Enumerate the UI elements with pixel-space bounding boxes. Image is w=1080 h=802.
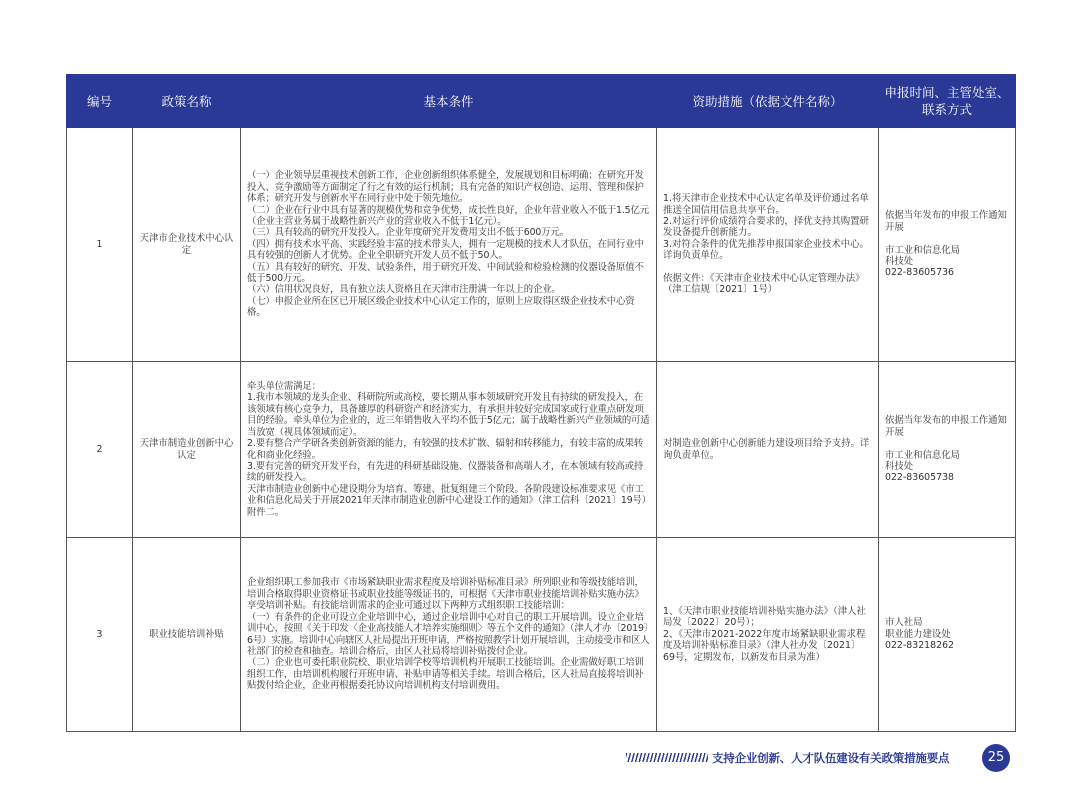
row-contact: 市人社局 职业能力建设处 022-83218262: [879, 538, 1016, 732]
header-support: 资助措施（依据文件名称）: [657, 75, 879, 128]
row-number: 1: [67, 128, 133, 362]
row-conditions: 企业组织职工参加我市《市场紧缺职业需求程度及培训补贴标准目录》所列职业和等级技能培训，培训合格取得职业资格证书或职业技能等级证书的，可根据《天津市职业技能培训补贴实施办法》享受培训补贴。有技能培训需求的企业可通过以下两种方式组织职工技能培训： （一）有条件的企业可设立企业培训中心，通过企业培训中心对自己的职工开展培训。设立企业培训中心，按照《关于印发〈企业高技能人才培养实施细则〉等五个文件的通知》（津人才办〔2019〕6号）实施。培训中心向辖区人社局提出开班申请，严格按照教学计划开展培训，主动接受市和区人社部门的检查和抽查。培训合格后，由区人社局将培训补贴拨付企业。 （二）企业也可委托职业院校、职业培训学校等培训机构开展职工技能培训。企业需做好职工培训组织工作，由培训机构履行开班申请、补贴申请等相关手续。培训合格后，区人社局直接将培训补贴拨付给企业，企业再根据委托协议向培训机构支付培训费用。: [241, 538, 657, 732]
row-support: 1.将天津市企业技术中心认定名单及评价通过名单推送全国信用信息共享平台。 2.对运行评价成绩符合要求的，择优支持其购置研发设备提升创新能力。 3.对符合条件的优先推荐申报国家企业技术中心。详询负责单位。 依据文件：《天津市企业技术中心认定管理办法》（津工信规〔2021〕1号）: [657, 128, 879, 362]
header-policy-name: 政策名称: [133, 75, 241, 128]
table-header-row: [67, 75, 1016, 128]
page-footer: [626, 744, 1016, 772]
row-conditions: 牵头单位需满足： 1.我市本领域的龙头企业、科研院所或高校，要长期从事本领域研究开发且有持续的研发投入，在该领域有核心竞争力，具备雄厚的科研资产和经济实力，有承担并较好完成国家或行业重点研发项目的经验。牵头单位为企业的，近三年销售收入平均不低于5亿元；属于战略性新兴产业领域的可适当放宽（视具体领域而定）。 2.要有整合产学研各类创新资源的能力，有较强的技术扩散、辐射和转移能力，有较丰富的成果转化和商业化经验。 3.要有完善的研究开发平台，有先进的科研基础设施、仪器装备和高端人才，在本领域有较高或持续的研发投入。 天津市制造业创新中心建设期分为培育、筹建、批复组建三个阶段。各阶段建设标准要求见《市工业和信息化局关于开展2021年天津市制造业创新中心建设工作的通知》（津工信科〔2021〕19号）附件二。: [241, 362, 657, 538]
row-number: 3: [67, 538, 133, 732]
row-number: 2: [67, 362, 133, 538]
row-policy-name: 天津市企业技术中心认定: [133, 128, 241, 362]
footer-title: 支持企业创新、人才队伍建设有关政策措施要点: [712, 751, 950, 765]
table-row: [67, 128, 1016, 362]
row-conditions: （一）企业领导层重视技术创新工作，企业创新组织体系健全，发展规划和目标明确；在研究开发投入、竞争激励等方面制定了行之有效的运行机制；具有完备的知识产权创造、运用、管理和保护体系；研究开发与创新水平在同行业中处于领先地位。 （二）企业在行业中具有显著的规模优势和竞争优势，成长性良好，企业年营业收入不低于1.5亿元（企业主营业务属于战略性新兴产业的营业收入不低于1亿元）。 （三）具有较高的研究开发投入。企业年度研究开发费用支出不低于600万元。 （四）拥有技术水平高、实践经验丰富的技术带头人，拥有一定规模的技术人才队伍，在同行业中具有较强的创新人才优势。企业全职研究开发人员不低于50人。 （五）具有较好的研究、开发、试验条件，用于研究开发、中间试验和检验检测的仪器设备原值不低于500万元。 （六）信用状况良好，具有独立法人资格且在天津市注册满一年以上的企业。 （七）申报企业所在区已开展区级企业技术中心认定工作的，原则上应取得区级企业技术中心资格。: [241, 128, 657, 362]
row-support: 对制造业创新中心创新能力建设项目给予支持。详询负责单位。: [657, 362, 879, 538]
row-contact: 依据当年发布的申报工作通知开展 市工业和信息化局 科技处 022-83605738: [879, 362, 1016, 538]
page-number-badge: 25: [982, 744, 1010, 772]
header-contact: 申报时间、主管处室、联系方式: [879, 75, 1016, 128]
row-policy-name: 职业技能培训补贴: [133, 538, 241, 732]
policy-table: [66, 74, 1016, 732]
header-conditions: 基本条件: [241, 75, 657, 128]
row-contact: 依据当年发布的申报工作通知开展 市工业和信息化局 科技处 022-83605736: [879, 128, 1016, 362]
row-policy-name: 天津市制造业创新中心认定: [133, 362, 241, 538]
stripe-decoration-icon: [626, 753, 708, 762]
table-row: [67, 538, 1016, 732]
row-support: 1、《天津市职业技能培训补贴实施办法》（津人社局发〔2022〕20号）； 2、《天津市2021-2022年度市场紧缺职业需求程度及培训补贴标准目录》（津人社办发〔2021〕69号，定期发布，以新发布目录为准）: [657, 538, 879, 732]
header-number: 编号: [67, 75, 133, 128]
table-row: [67, 362, 1016, 538]
